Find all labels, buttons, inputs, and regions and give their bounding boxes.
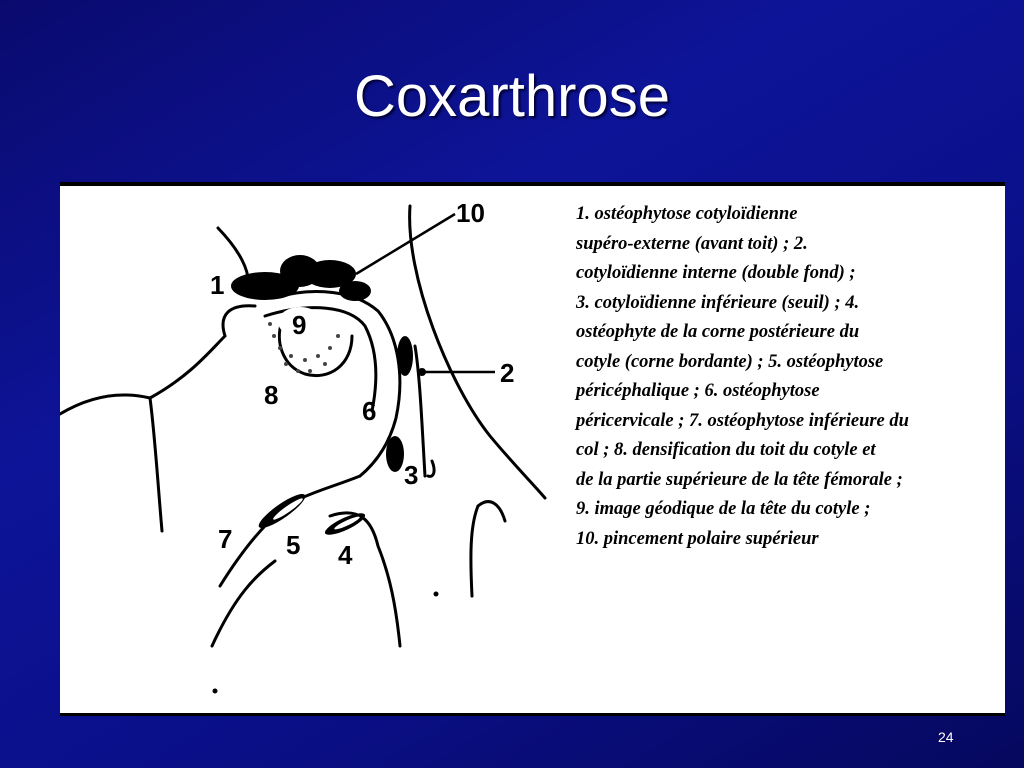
- legend-line: 3. cotyloïdienne inférieure (seuil) ; 4.: [576, 292, 860, 313]
- legend-text: [576, 200, 996, 554]
- callout-label-2: 2: [500, 358, 515, 388]
- legend-line: 1. ostéophytose cotyloïdienne: [576, 204, 798, 224]
- legend-line: péricéphalique ; 6. ostéophytose: [576, 381, 820, 401]
- legend-line: péricervicale ; 7. ostéophytose inférieure du: [576, 410, 909, 431]
- legend-line: supéro-externe (avant toit) ; 2.: [576, 233, 808, 254]
- callout-label-3: 3: [404, 460, 419, 490]
- legend-line: 9. image géodique de la tête du cotyle ;: [576, 499, 871, 519]
- callout-label-5: 5: [286, 530, 301, 560]
- legend-line: cotyle (corne bordante) ; 5. ostéophytose: [576, 351, 884, 372]
- callout-label-8: 8: [264, 380, 279, 410]
- callout-label-10: 10: [456, 198, 485, 228]
- callout-label-6: 6: [362, 396, 377, 426]
- legend-line: de la partie supérieure de la tête fémorale ;: [576, 469, 903, 490]
- callout-label-4: 4: [338, 540, 353, 570]
- legend-line: ostéophyte de la corne postérieure du: [576, 322, 860, 342]
- callout-label-7: 7: [218, 524, 233, 554]
- callout-label-9: 9: [292, 310, 307, 340]
- hip-joint-diagram: [60, 186, 560, 716]
- slide-title: Coxarthrose: [354, 64, 670, 129]
- figure-panel: [60, 182, 1005, 716]
- legend-line: col ; 8. densification du toit du cotyle et: [576, 440, 876, 460]
- legend-line: cotyloïdienne interne (double fond) ;: [576, 263, 856, 283]
- callout-label-1: 1: [210, 270, 225, 300]
- legend-line: 10. pincement polaire supérieur: [576, 528, 819, 549]
- page-number: 24: [938, 729, 954, 745]
